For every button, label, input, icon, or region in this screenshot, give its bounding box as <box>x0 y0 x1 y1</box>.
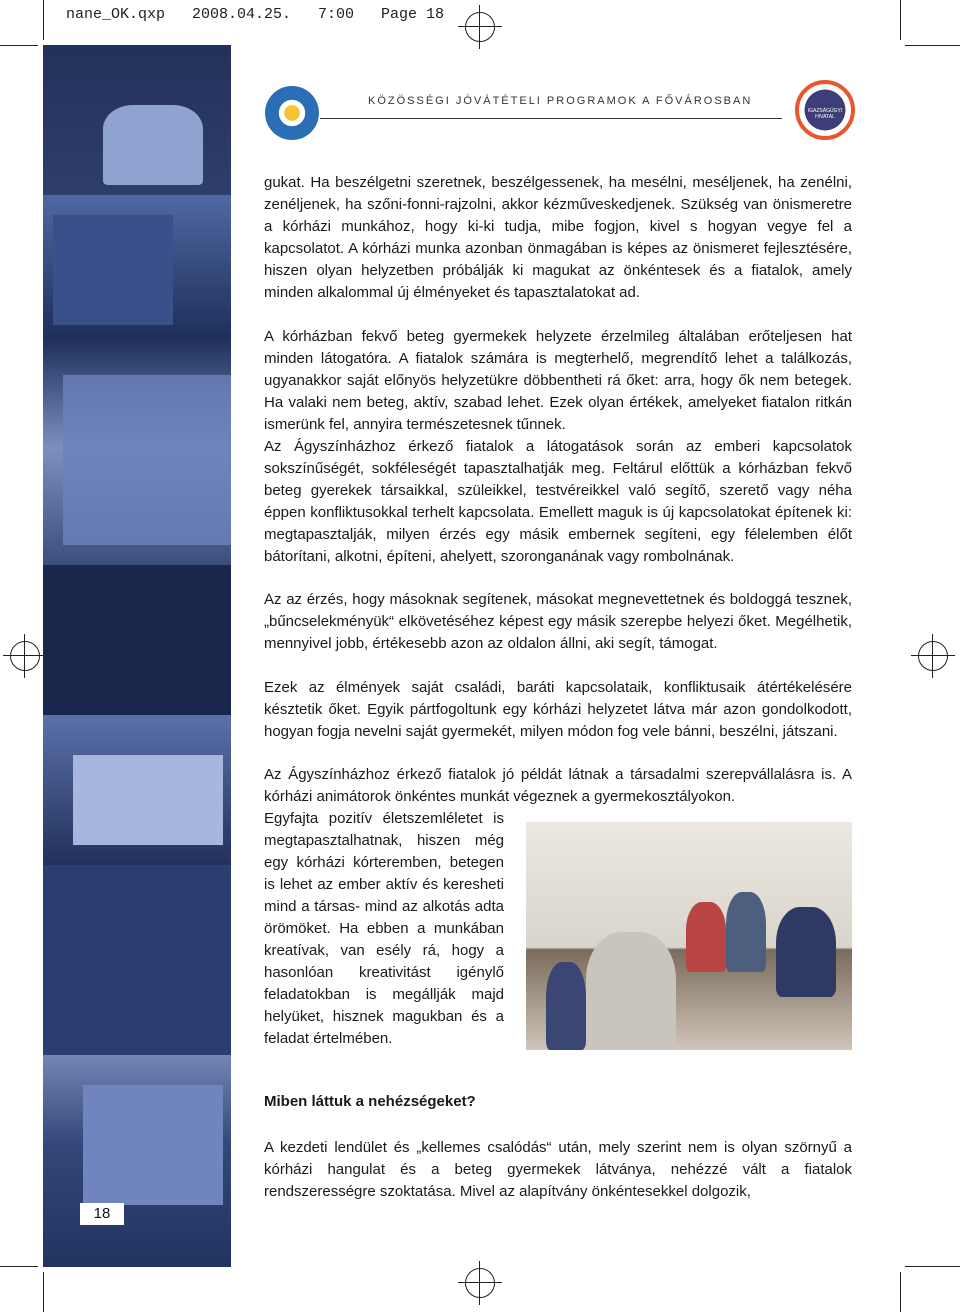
paragraph: Az az érzés, hogy másoknak segítenek, másokat megnevettetnek és boldoggá tesznek, „bűncselekményük“ elkövetéséhez képest egy másik szerepbe helyezi őket. Megélhetik, mennyivel jobb, értékesebb azon az oldalon állni, aki segít, támogat. <box>264 591 852 652</box>
photo-figure <box>726 892 766 972</box>
agency-seal-logo <box>795 80 855 140</box>
paragraph: Az Ágyszínházhoz érkező fiatalok a látogatások során az emberi kapcsolatok sokszínűségét, sokféleségét tapasztalhatják meg. Feltárul előttük a kórházban fekvő beteg gyerekek társaikkal, szüleikkel, testvéreikkel való segítő, szerető vagy néha éppen konfliktusokkal terhelt kapcsolata. Emellett maguk is új kapcsolatokat építenek ki: megtapasztalják, milyen érzés egy másik embernek segíteni, egy félelemben élőt bátorítani, alkotni, építeni, ahelyett, szoronganának vagy rombolnának. <box>264 438 852 565</box>
collage-tile <box>103 105 203 185</box>
collage-tile <box>53 215 173 325</box>
crop-mark <box>0 1266 38 1267</box>
seal-text: IGAZSÁGÜGYI HIVATAL <box>807 108 843 120</box>
section-heading: Miben láttuk a nehézségeket? <box>264 1093 476 1110</box>
photo-collage-strip <box>43 45 231 1267</box>
paragraph: Ezek az élmények saját családi, baráti kapcsolataik, konfliktusaik átértékelésére késztetik őket. Egyik pártfogoltunk egy kórházi helyzetet látva már azon gondolkodott, hogyan fogja nevelni saját gyermekét, milyen módon fog vele bánni, beszélni, játszani. <box>264 679 852 740</box>
hospital-room-photo <box>526 822 852 1050</box>
photo-figure <box>776 907 836 997</box>
paragraph: Egyfajta pozitív életszemléletet is megtapasztalhatnak, hiszen még egy kórházi kórteremben, betegen is lehet az ember aktív és keresheti mind a társas- mind az alkotás adta örömöket. Ha ebben a munkában kreatívak, van esély rá, hogy a hasonlóan kreativitást igénylő feladatokban is megállják majd helyüket, hisznek magukban és a feladat értelmében. <box>264 810 504 1047</box>
photo-figure <box>546 962 586 1050</box>
photo-figure <box>686 902 726 972</box>
photo-figure <box>586 932 676 1050</box>
collage-tile <box>73 755 223 845</box>
crop-mark <box>43 0 44 40</box>
header-rule <box>320 118 782 119</box>
crop-mark <box>43 1272 44 1312</box>
collage-tile <box>43 565 231 715</box>
collage-tile <box>83 1085 223 1205</box>
sun-logo-icon <box>265 86 319 140</box>
crop-mark <box>905 1266 960 1267</box>
crop-mark <box>900 1272 901 1312</box>
crop-mark <box>0 45 38 46</box>
page-number: 18 <box>80 1203 124 1225</box>
paragraph: Az Ágyszínházhoz érkező fiatalok jó példát látnak a társadalmi szerepvállalásra is. A kórházi animátorok önkéntes munkát végeznek a gyermekosztályokon. <box>264 766 852 805</box>
paragraph: gukat. Ha beszélgetni szeretnek, beszélgessenek, ha mesélni, meséljenek, ha zenélni, zenéljenek, ha szőni-fonni-rajzolni, akkor kézműveskedjenek. Szükség van önismeretre a kórházi munkához, hogy ki-ki tudja, mibe fogjon, kivel s hogyan vegye fel a kapcsolatot. A kórházi munka azonban önmagában is képes az önismeret fejlesztésére, hiszen olyan helyzetben próbálják ki magukat az önkéntesek és a fiatalok, amely minden alkalommal új élményeket és tapasztalatokat ad. <box>264 174 852 301</box>
registration-mark <box>918 641 948 671</box>
running-header: KÖZÖSSÉGI JÓVÁTÉTELI PROGRAMOK A FŐVÁROSBAN <box>368 95 753 107</box>
paragraph: A kezdeti lendület és „kellemes csalódás“ után, mely szerint nem is olyan szörnyű a kórházi hangulat és a beteg gyermekek látványa, nehézzé vált a fiatalok rendszerességre szoktatása. Mivel az alapítvány önkéntesekkel dolgozik, <box>264 1139 852 1200</box>
collage-tile <box>43 865 231 1055</box>
registration-mark <box>465 12 495 42</box>
print-slug: nane_OK.qxp 2008.04.25. 7:00 Page 18 <box>66 6 445 23</box>
registration-mark <box>465 1268 495 1298</box>
registration-mark <box>10 641 40 671</box>
paragraph: A kórházban fekvő beteg gyermekek helyzete érzelmileg általában erőteljesen hat minden látogatóra. A fiatalok számára is megterhelő, megrendítő lehet a találkozás, ugyanakkor saját előnyös helyzetükre döbbentheti rá őket: arra, hogy ők nem betegek. Ha valaki nem beteg, aktív, szabad lehet. Ezek olyan értékek, amelyeket fiatalon ritkán ismerünk fel, annyira természetesnek tűnnek. <box>264 328 852 433</box>
crop-mark <box>905 45 960 46</box>
collage-tile <box>63 375 231 545</box>
crop-mark <box>900 0 901 40</box>
